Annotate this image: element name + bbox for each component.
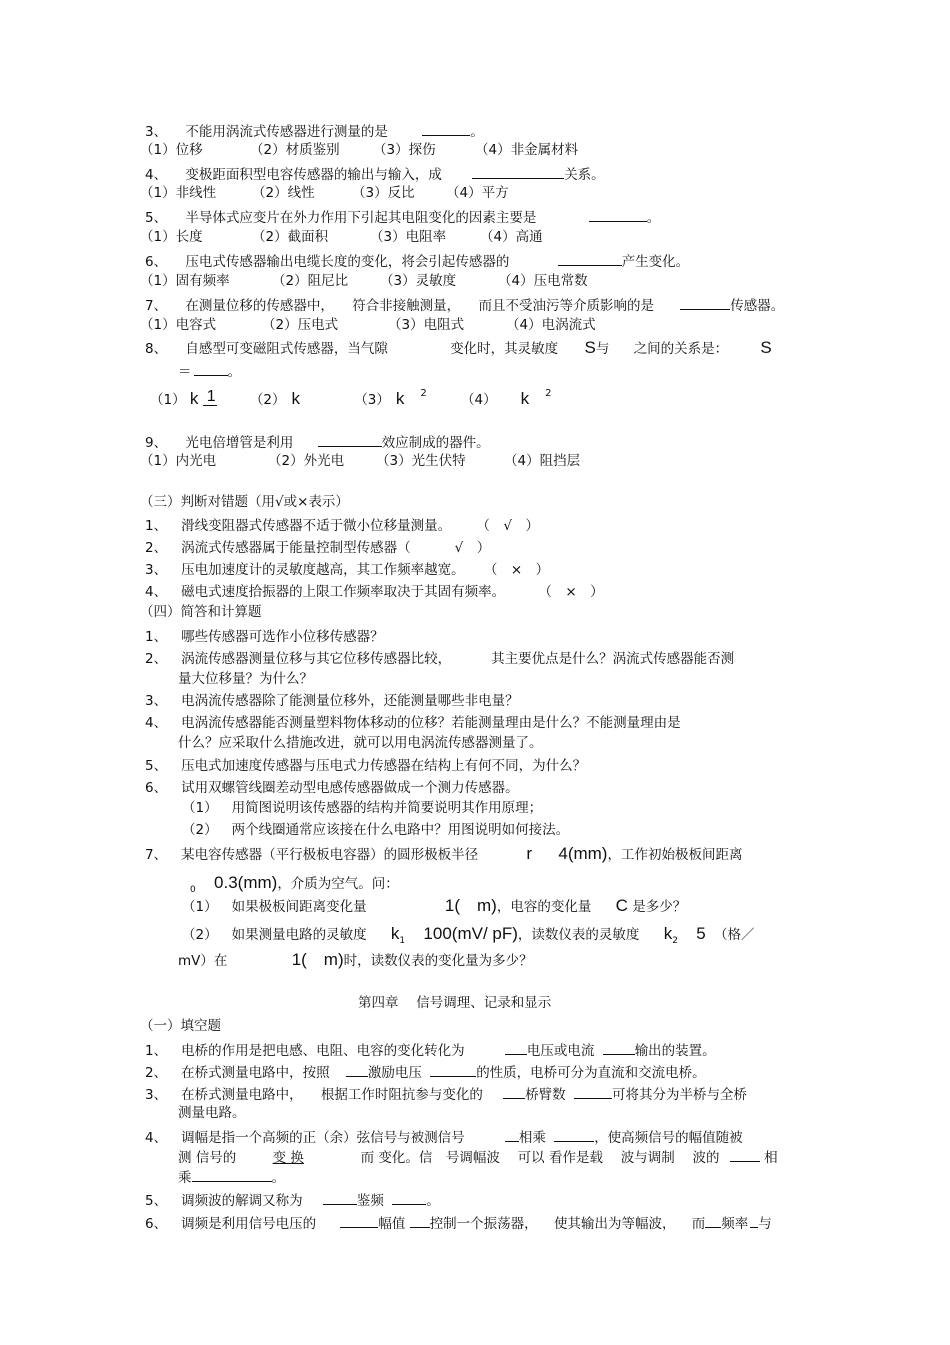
- sub-item: [182, 924, 755, 947]
- item-text: 而: [691, 1216, 706, 1232]
- option: （3）电阻式: [388, 317, 465, 333]
- q5-text: 半导体式应变片在外力作用下引起其电阻变化的因素主要是: [185, 210, 537, 226]
- option: （3）探伤: [373, 142, 436, 158]
- q6-number: 6、: [145, 254, 168, 270]
- item-text: ，使高频信号的幅值随被: [594, 1130, 743, 1146]
- item-text: 什么？应采取什么措施改进，就可以用电涡流传感器测量了。: [178, 735, 543, 751]
- q9-number: 9、: [145, 435, 168, 451]
- item-text: 控制一个振荡器，: [429, 1216, 538, 1232]
- item-number: 4、: [145, 1130, 168, 1146]
- ch4-q6: [145, 1213, 772, 1233]
- sub-number: （1）: [182, 899, 218, 915]
- option: （4）高通: [480, 229, 543, 245]
- sub-text: 用简图说明该传感器的结构并简要说明其作用原理；: [231, 800, 543, 816]
- option: （4）平方: [446, 185, 509, 201]
- q7-text: 符合非接触测量，: [352, 298, 461, 314]
- q7-end: 传感器。: [730, 298, 785, 314]
- q8-line: [145, 339, 772, 358]
- answer-blank: [430, 1062, 476, 1077]
- q9-text: 光电倍增管是利用: [185, 435, 294, 451]
- item-text: 的性质，电桥可分为直流和交流电桥。: [476, 1065, 706, 1081]
- item-text: 调幅是指一个高频的正（余）弦信号与被测信号: [181, 1130, 465, 1146]
- sec4-q7: [145, 844, 742, 865]
- item-number: 1、: [145, 629, 168, 645]
- radius-value: 4(mm): [558, 844, 608, 863]
- q3-options: [140, 141, 578, 159]
- ch4-q4: [145, 1127, 743, 1147]
- q4-options: [140, 184, 509, 202]
- answer-text: 幅值: [378, 1216, 406, 1232]
- option: （2）材质鉴别: [250, 142, 340, 158]
- answer-blank: [558, 251, 622, 266]
- symbol-k: k: [390, 924, 400, 943]
- q3-line: [145, 121, 484, 141]
- q8-line-2: [178, 361, 241, 381]
- symbol-s: S: [584, 338, 596, 357]
- option: （4）非金属材料: [475, 142, 579, 158]
- answer-blank: [574, 1084, 612, 1099]
- item-text: 试用双螺管线圈差动型电感传感器做成一个测力传感器。: [181, 780, 519, 796]
- option: （4）电涡流式: [506, 317, 596, 333]
- option: （2）截面积: [252, 229, 329, 245]
- item-text: 测量电路。: [178, 1105, 246, 1121]
- item-text: 某电容传感器（平行极板电容器）的圆形极板半径: [181, 847, 479, 863]
- answer-blank: [505, 1127, 519, 1142]
- item-mark: （ √ ）: [483, 518, 539, 534]
- judge-item: [145, 561, 549, 579]
- q7-options: [140, 316, 596, 334]
- item-text: 在桥式测量电路中，: [181, 1087, 303, 1103]
- answer-blank: [680, 295, 730, 310]
- item-text: 调频波的解调又称为: [181, 1193, 303, 1209]
- symbol-r: r: [526, 844, 533, 863]
- judge-item: [145, 517, 539, 535]
- judge-item: [145, 583, 604, 601]
- q8-text: 自感型可变磁阻式传感器，当气隙: [185, 341, 388, 357]
- q5-number: 5、: [145, 210, 168, 226]
- item-text: 输出的装置。: [634, 1043, 716, 1059]
- subscript: 0: [190, 885, 196, 895]
- option: （3）光生伏特: [376, 453, 466, 469]
- item-text: 量大位移量？为什么？: [178, 671, 313, 687]
- change-value: 1( m): [291, 950, 344, 969]
- item-text: 可将其分为半桥与全桥: [611, 1087, 747, 1103]
- option: （1）电容式: [140, 317, 217, 333]
- option: （1）固有频率: [140, 273, 230, 289]
- answer-blank: [410, 1213, 430, 1228]
- item-text: 乘: [178, 1170, 192, 1186]
- item-text: 涡流式传感器属于能量控制型传感器（: [181, 540, 411, 556]
- sub-item: [182, 896, 686, 917]
- sub-text: 两个线圈通常应该接在什么电路中？用图说明如何接法。: [231, 822, 570, 838]
- item-text: 涡流传感器测量位移与其它位移传感器比较，: [181, 651, 452, 667]
- answer-blank: [192, 1167, 272, 1182]
- symbol-s: S: [760, 338, 772, 357]
- symbol-k: k: [395, 389, 405, 408]
- symbol-k: k: [663, 924, 673, 943]
- sub-number: （2）: [182, 927, 218, 943]
- option: （1）非线性: [140, 185, 217, 201]
- q4-end: 关系。: [564, 167, 605, 183]
- equals-sign: ＝: [178, 364, 192, 380]
- sensitivity-value: 5: [696, 924, 706, 943]
- ch4-q1: [145, 1040, 716, 1060]
- item-end: 。: [271, 1170, 285, 1186]
- answer-text: 桥臂数: [525, 1087, 566, 1103]
- item-text: 电涡流传感器能否测量塑料物体移动的位移？若能测量理由是什么？不能测量理由是: [181, 715, 681, 731]
- q4-text: 变极距面积型电容传感器的输出与输入，成: [185, 167, 442, 183]
- ch4-q4-line3: [178, 1167, 285, 1187]
- option: （3）灵敏度: [380, 273, 457, 289]
- option: （2）压电式: [262, 317, 339, 333]
- superscript: 2: [420, 388, 427, 399]
- q5-line: [145, 207, 660, 227]
- sec4-q6: [145, 779, 519, 797]
- answer-blank: [194, 361, 228, 376]
- sec4-q7-line2: [190, 873, 399, 896]
- answer-blank: [505, 1040, 527, 1055]
- section-title: （四）简答和计算题: [140, 604, 262, 620]
- sub-text: ，电容的变化量: [496, 899, 592, 915]
- item-text: 相: [764, 1150, 778, 1166]
- q7-text: 而且不受油污等介质影响的是: [478, 298, 654, 314]
- ch4-q3: [145, 1084, 747, 1104]
- option: （2）阻尼比: [272, 273, 349, 289]
- q3-end: 。: [470, 124, 484, 140]
- option: （1）长度: [140, 229, 203, 245]
- q5-options: [140, 228, 543, 246]
- answer-blank: [472, 164, 564, 179]
- sub-text: 如果测量电路的灵敏度: [231, 927, 367, 943]
- answer-blank: [589, 207, 647, 222]
- answer-blank: [318, 432, 382, 447]
- q8-options: [150, 384, 552, 414]
- answer-blank: [705, 1213, 721, 1228]
- answer-blank: [392, 1190, 426, 1205]
- item-mark: √ ）: [454, 540, 491, 556]
- sub-item: [182, 799, 542, 817]
- fraction: [203, 389, 220, 412]
- sensitivity-value: 100(mV/ pF): [423, 924, 518, 943]
- section-title: （一）填空题: [140, 1018, 221, 1034]
- option-label: （2）: [249, 392, 286, 408]
- q9-end: 效应制成的器件。: [381, 435, 490, 451]
- option-label: （1）: [150, 392, 186, 408]
- item-text: 根据工作时阻抗参与变化的: [320, 1087, 483, 1103]
- subscript: 1: [399, 936, 406, 946]
- q8-number: 8、: [145, 341, 168, 357]
- item-text: 压电式加速度传感器与压电式力传感器在结构上有何不同，为什么？: [181, 758, 587, 774]
- answer-blank: [340, 1213, 378, 1228]
- item-end: 。: [426, 1193, 440, 1209]
- ch4-q4-line2: [178, 1147, 778, 1167]
- gap-value: 0.3(mm): [214, 873, 278, 892]
- item-text: 调频是利用信号电压的: [181, 1216, 317, 1232]
- option: （3）电阻率: [370, 229, 447, 245]
- q7-number: 7、: [145, 298, 168, 314]
- sub-text: 是多少？: [632, 899, 687, 915]
- symbol-k: k: [520, 389, 530, 408]
- item-text: 与: [758, 1216, 772, 1232]
- answer-text: 相乘: [518, 1130, 546, 1146]
- symbol-k: k: [291, 389, 300, 408]
- option: （4）压电常数: [498, 273, 588, 289]
- q8-end: 。: [227, 364, 241, 380]
- symbol-c: C: [615, 896, 628, 915]
- q3-text: 不能用涡流式传感器进行测量的是: [185, 124, 388, 140]
- answer-text: 电压或电流: [526, 1043, 595, 1059]
- answer-blank: [603, 1040, 635, 1055]
- answer-text: 鉴频: [356, 1193, 384, 1209]
- q9-line: [145, 432, 490, 452]
- item-text: 压电加速度计的灵敏度越高，其工作频率越宽。: [181, 562, 465, 578]
- sub-number: （1）: [182, 800, 218, 816]
- option: （1）内光电: [140, 453, 217, 469]
- item-number: 2、: [145, 651, 168, 667]
- item-text: 滑线变阻器式传感器不适于微小位移量测量。: [181, 518, 452, 534]
- q4-number: 4、: [145, 167, 168, 183]
- answer-text: 变 换: [272, 1150, 304, 1166]
- item-number: 6、: [145, 780, 168, 796]
- item-text: 使其输出为等幅波，: [553, 1216, 676, 1232]
- sec4-q3: [145, 692, 519, 710]
- item-number: 7、: [145, 847, 168, 863]
- sub-text: ，读数仪表的灵敏度: [517, 927, 640, 943]
- q8-text: 之间的关系是：: [633, 341, 729, 357]
- change-value: 1( m): [444, 896, 497, 915]
- item-text: 测 信号的: [178, 1150, 237, 1166]
- answer-blank: [554, 1127, 594, 1142]
- q4-line: [145, 164, 605, 184]
- item-text: 电桥的作用是把电感、电阻、电容的变化转化为: [181, 1043, 465, 1059]
- sec4-q4: [145, 714, 681, 732]
- q6-text: 压电式传感器输出电缆长度的变化，将会引起传感器的: [185, 254, 510, 270]
- item-number: 2、: [145, 1065, 168, 1081]
- q5-end: 。: [646, 210, 661, 226]
- item-number: 1、: [145, 1043, 168, 1059]
- ch4-q5: [145, 1190, 440, 1210]
- sec4-q2: [145, 650, 734, 668]
- item-text: 电涡流传感器除了能测量位移外，还能测量哪些非电量？: [181, 693, 519, 709]
- q9-options: [140, 452, 580, 470]
- q3-number: 3、: [145, 124, 168, 140]
- answer-blank: [323, 1190, 357, 1205]
- item-number: 5、: [145, 758, 168, 774]
- item-number: 6、: [145, 1216, 168, 1232]
- item-text: 在桥式测量电路中，按照: [181, 1065, 330, 1081]
- option: （2）线性: [252, 185, 315, 201]
- q6-line: [145, 251, 689, 271]
- sec4-q5: [145, 757, 586, 775]
- q7-text: 在测量位移的传感器中，: [185, 298, 334, 314]
- option: （4）阻挡层: [504, 453, 581, 469]
- item-number: 3、: [145, 562, 168, 578]
- answer-blank: [346, 1062, 368, 1077]
- sub-item: [182, 821, 569, 839]
- item-text: 其主要优点是什么？涡流式传感器能否测: [491, 651, 735, 667]
- chapter-title: 第四章 信号调理、记录和显示: [358, 995, 552, 1011]
- item-number: 4、: [145, 715, 168, 731]
- sub-text: 时，读数仪表的变化量为多少？: [343, 953, 533, 969]
- judge-item: [145, 539, 490, 557]
- item-text: 而 变化。信 号调幅波 可以 看作是载 波与调制 波的: [360, 1150, 720, 1166]
- fraction-numerator: 1: [206, 387, 216, 405]
- q6-end: 产生变化。: [621, 254, 690, 270]
- section-title: （三）判断对错题（用√或×表示）: [140, 494, 349, 510]
- sub-number: （2）: [182, 822, 218, 838]
- ch4-q2: [145, 1062, 706, 1082]
- option-label: （4）: [461, 392, 497, 408]
- q8-text: 与: [595, 341, 610, 357]
- sub-text: （格／: [714, 927, 755, 943]
- item-number: 3、: [145, 1087, 168, 1103]
- item-number: 2、: [145, 540, 168, 556]
- symbol-k: k: [189, 389, 199, 408]
- answer-blank: [730, 1147, 760, 1162]
- item-mark: （ × ）: [545, 584, 604, 600]
- item-text: 哪些传感器可选作小位移传感器？: [181, 629, 384, 645]
- item-text: 磁电式速度拾振器的上限工作频率取决于其固有频率。: [181, 584, 506, 600]
- subscript: 2: [672, 936, 678, 946]
- item-text: ，介质为空气。问：: [277, 876, 399, 892]
- answer-text: 频率: [721, 1216, 749, 1232]
- option: （1）位移: [140, 142, 203, 158]
- q7-line: [145, 295, 784, 315]
- q8-text: 变化时，其灵敏度: [450, 341, 559, 357]
- option-label: （3）: [354, 392, 390, 408]
- superscript: 2: [545, 388, 552, 399]
- sec4-q1: [145, 628, 384, 646]
- item-number: 3、: [145, 693, 168, 709]
- item-mark: （ × ）: [490, 562, 550, 578]
- answer-text: 激励电压: [367, 1065, 422, 1081]
- option: （3）反比: [352, 185, 415, 201]
- sub-text: 如果极板间距离变化量: [231, 899, 367, 915]
- sub-text: mV）在: [178, 953, 228, 969]
- option: （2）外光电: [268, 453, 345, 469]
- answer-blank: [503, 1084, 525, 1099]
- fraction-bar: [203, 405, 217, 412]
- item-text: ，工作初始极板间距离: [607, 847, 743, 863]
- item-number: 4、: [145, 584, 168, 600]
- item-number: 5、: [145, 1193, 168, 1209]
- item-number: 1、: [145, 518, 168, 534]
- sec4-q7-line5: [178, 950, 533, 971]
- q6-options: [140, 272, 588, 290]
- answer-blank: [422, 121, 470, 136]
